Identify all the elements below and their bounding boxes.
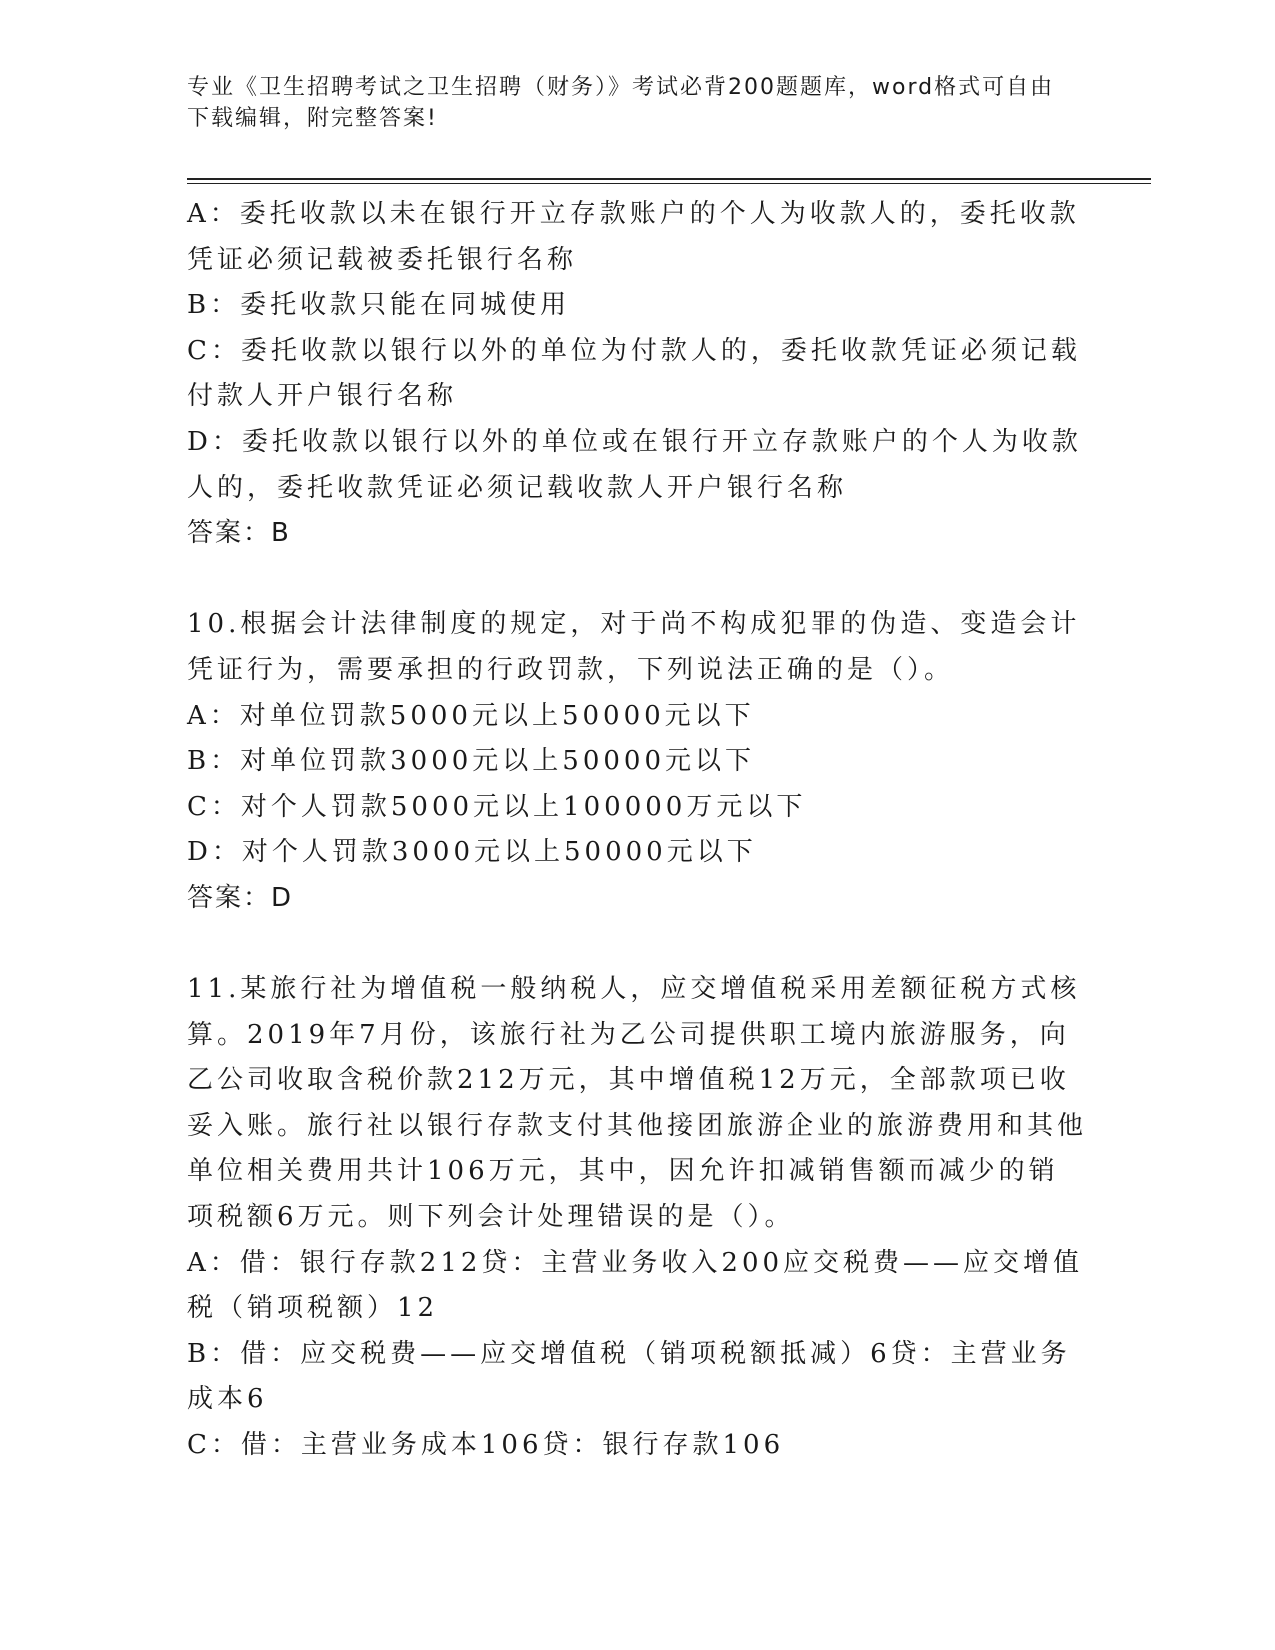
q9-option-c: C：委托收款以银行以外的单位为付款人的，委托收款凭证必须记载付款人开户银行名称 [187,335,1081,412]
spacer [187,557,1087,603]
header-divider-thin [187,183,1151,184]
q10-option-d: D：对个人罚款3000元以上50000元以下 [187,837,757,868]
q9-answer: 答案：B [187,518,291,549]
q9-option-a: A：委托收款以未在银行开立存款账户的个人为收款人的，委托收款凭证必须记载被委托银行名称 [187,199,1080,275]
document-body [187,192,1087,1469]
q10-option-b: B：对单位罚款3000元以上50000元以下 [187,746,755,777]
q9-option-d: D：委托收款以银行以外的单位或在银行开立存款账户的个人为收款人的，委托收款凭证必须记载收款人开户银行名称 [187,426,1082,503]
spacer [187,922,1087,968]
q10-option-a: A：对单位罚款5000元以上50000元以下 [187,700,755,731]
q11-option-c: C：借：主营业务成本106贷：银行存款106 [187,1430,785,1461]
q11-stem: 11.某旅行社为增值税一般纳税人，应交增值税采用差额征税方式核算。2019年7月份，该旅行社为乙公司提供职工境内旅游服务，向乙公司收取含税价款212万元，其中增值税12万元，全部款项已收妥入账。旅行社以银行存款支付其他接团旅游企业的旅游费用和其他单位相关费用共计106万元，其中，因允许扣减销售额而减少的销项税额6万元。则下列会计处理错误的是（）。 [187,974,1088,1233]
q10-option-c: C：对个人罚款5000元以上100000万元以下 [187,791,807,822]
q11-option-b: B：借：应交税费——应交增值税（销项税额抵减）6贷：主营业务成本6 [187,1338,1071,1415]
q10-answer: 答案：D [187,882,294,913]
q11-option-a: A：借：银行存款212贷：主营业务收入200应交税费——应交增值税（销项税额）12 [187,1247,1084,1324]
page-header: 专业《卫生招聘考试之卫生招聘（财务）》考试必背200题题库，word格式可自由下载编辑，附完整答案! [187,75,1055,131]
q9-option-b: B：委托收款只能在同城使用 [187,290,571,321]
header-divider-thick [187,178,1151,180]
q10-stem: 10.根据会计法律制度的规定，对于尚不构成犯罪的伪造、变造会计凭证行为，需要承担的行政罚款，下列说法正确的是（）。 [187,609,1081,685]
